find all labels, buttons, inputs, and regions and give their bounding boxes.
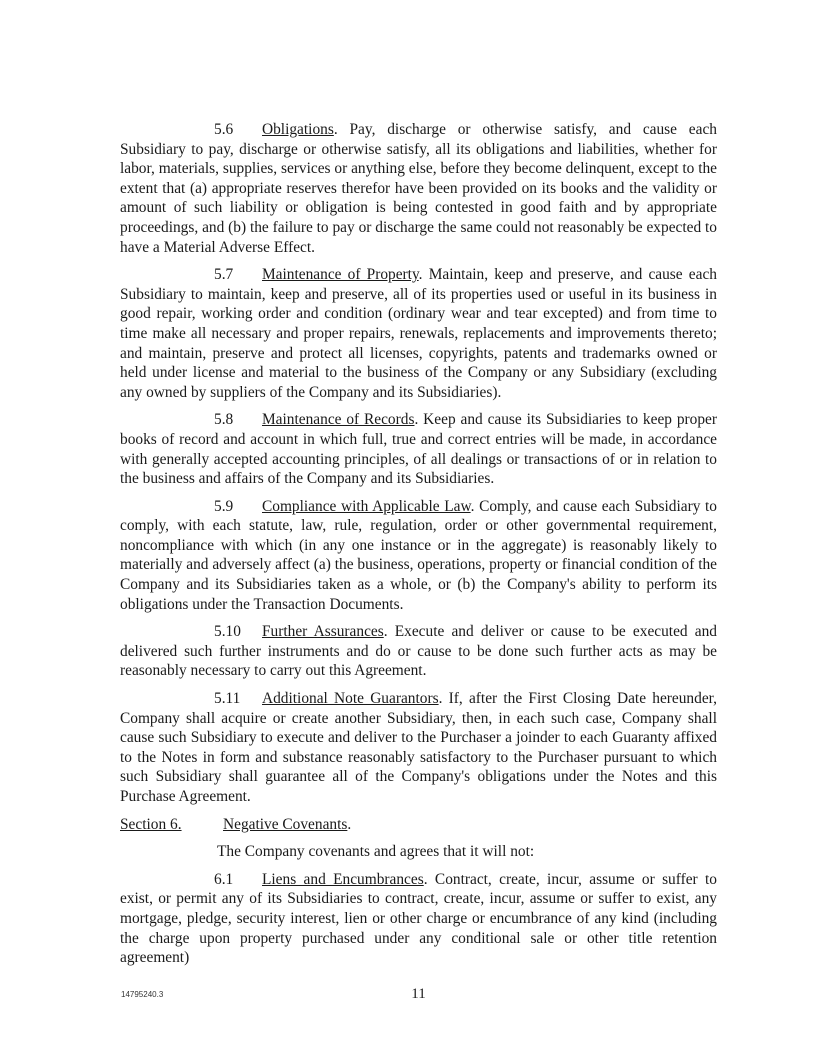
page-footer: [120, 984, 717, 1008]
document-id: 14795240.3: [121, 990, 164, 999]
section-heading: Maintenance of Records: [262, 411, 415, 429]
section-6-1: 6.1 Liens and Encumbrances. Contract, create, incur, assume or suffer to exist, or permit any of its Subsidiaries to contract, create, incur, assume or suffer to exist, any mortgage, pledge, security interest, lien or other charge or encumbrance of any kind (including the charge upon property purchased under any conditional sale or other title retention agreement): [120, 870, 718, 967]
section-text: Pay, discharge or otherwise satisfy, and cause each Subsidiary to pay, discharge or otherwise satisfy, all its obligations and liabilities, whether for labor, materials, supplies, services or anything else, before they become delinquent, except to the extent that (a) appropriate reserves therefor have been provided on its books and the validity or amount of such liability or obligation is being contested in good faith and by appropriate proceedings, and (b) the failure to pay or discharge the same could not reasonably be expected to have a Material Adverse Effect.: [120, 121, 717, 256]
section-5-9: 5.9 Compliance with Applicable Law. Comply, and cause each Subsidiary to comply, with each statute, law, rule, regulation, order or other governmental requirement, noncompliance with which (in any one instance or in the aggregate) is reasonably likely to materially and adversely affect (a) the business, operations, property or financial condition of the Company and its Subsidiaries taken as a whole, or (b) the Company's ability to perform its obligations under the Transaction Documents.: [120, 497, 718, 613]
section-6-heading: Section 6. Negative Covenants.: [120, 815, 352, 833]
section-heading: Maintenance of Property: [262, 266, 419, 284]
section-text: If, after the First Closing Date hereunder, Company shall acquire or create another Subsidiary, then, in each such case, Company shall cause such Subsidiary to execute and deliver to the Purchaser a joinder to each Guaranty affixed to the Notes in form and substance reasonably satisfactory to the Purchaser pursuant to which such Subsidiary shall guarantee all of the Company's obligations under the Notes and this Purchase Agreement.: [120, 690, 718, 805]
section-number: 5.8: [214, 411, 234, 429]
section-5-6: 5.6 Obligations. Pay, discharge or otherwise satisfy, and cause each Subsidiary to pay, discharge or otherwise satisfy, all its obligations and liabilities, whether for labor, materials, supplies, services or anything else, before they become delinquent, except to the extent that (a) appropriate reserves therefor have been provided on its books and the validity or amount of such liability or obligation is being contested in good faith and by appropriate proceedings, and (b) the failure to pay or discharge the same could not reasonably be expected to have a Material Adverse Effect.: [120, 121, 717, 256]
section-text: Comply, and cause each Subsidiary to comply, with each statute, law, rule, regulation, order or other governmental requirement, noncompliance with which (in any one instance or in the aggregate) is reasonably likely to materially and adversely affect (a) the business, operations, property or financial condition of the Company and its Subsidiaries taken as a whole, or (b) the Company's ability to perform its obligations under the Transaction Documents.: [120, 497, 718, 613]
section-6-intro: The Company covenants and agrees that it will not:: [217, 843, 535, 861]
section-number: 5.9: [214, 497, 234, 515]
section-label: Section 6.: [120, 815, 182, 833]
section-5-11: 5.11 Additional Note Guarantors. If, after the First Closing Date hereunder, Company shall acquire or create another Subsidiary, then, in each such case, Company shall cause such Subsidiary to execute and deliver to the Purchaser a joinder to each Guaranty affixed to the Notes in form and substance reasonably satisfactory to the Purchaser pursuant to which such Subsidiary shall guarantee all of the Company's obligations under the Notes and this Purchase Agreement.: [120, 690, 718, 805]
section-text: Contract, create, incur, assume or suffer to exist, or permit any of its Subsidiaries to contract, create, incur, assume or suffer to exist, any mortgage, pledge, security interest, lien or other charge or encumbrance of any kind (including the charge upon property purchased under any conditional sale or other title retention agreement): [120, 870, 718, 967]
section-number: 5.11: [214, 690, 241, 708]
section-text: Keep and cause its Subsidiaries to keep proper books of record and account in which full, true and correct entries will be made, in accordance with generally accepted accounting principles, of all dealings or transactions of or in relation to the business and affairs of the Company and its Subsidiaries.: [120, 411, 717, 488]
section-5-10: 5.10 Further Assurances. Execute and deliver or cause to be executed and delivered such further instruments and do or cause to be done such further acts as may be reasonably necessary to carry out this Agreement.: [120, 623, 717, 680]
section-text: Execute and deliver or cause to be executed and delivered such further instruments and do or cause to be done such further acts as may be reasonably necessary to carry out this Agreement.: [120, 623, 717, 680]
section-5-8: 5.8 Maintenance of Records. Keep and cause its Subsidiaries to keep proper books of record and account in which full, true and correct entries will be made, in accordance with generally accepted accounting principles, of all dealings or transactions of or in relation to the business and affairs of the Company and its Subsidiaries.: [120, 411, 717, 488]
page-number: 11: [411, 986, 426, 1002]
section-number: 5.10: [214, 623, 241, 641]
section-number: 5.7: [214, 266, 234, 284]
document-body: [120, 120, 717, 976]
section-title: Negative Covenants: [223, 815, 348, 833]
section-number: 5.6: [214, 121, 234, 138]
section-heading: Obligations: [262, 121, 334, 138]
section-heading: Liens and Encumbrances: [262, 870, 424, 888]
section-heading: Compliance with Applicable Law: [262, 497, 471, 515]
section-text: Maintain, keep and preserve, and cause each Subsidiary to maintain, keep and preserve, all of its properties used or useful in its business in good repair, working order and condition (ordinary wear and tear excepted) and from time to time make all necessary and proper repairs, renewals, replacements and improvements thereto; and maintain, preserve and protect all licenses, copyrights, patents and trademarks owned or held under license and material to the business of the Company or any Subsidiary (excluding any owned by suppliers of the Company and its Subsidiaries).: [120, 266, 717, 401]
section-heading: Additional Note Guarantors: [262, 690, 439, 708]
section-number: 6.1: [214, 870, 234, 888]
section-5-7: 5.7 Maintenance of Property. Maintain, keep and preserve, and cause each Subsidiary to maintain, keep and preserve, all of its properties used or useful in its business in good repair, working order and condition (ordinary wear and tear excepted) and from time to time make all necessary and proper repairs, renewals, replacements and improvements thereto; and maintain, preserve and protect all licenses, copyrights, patents and trademarks owned or held under license and material to the business of the Company or any Subsidiary (excluding any owned by suppliers of the Company and its Subsidiaries).: [120, 266, 717, 401]
section-heading: Further Assurances: [262, 623, 384, 641]
